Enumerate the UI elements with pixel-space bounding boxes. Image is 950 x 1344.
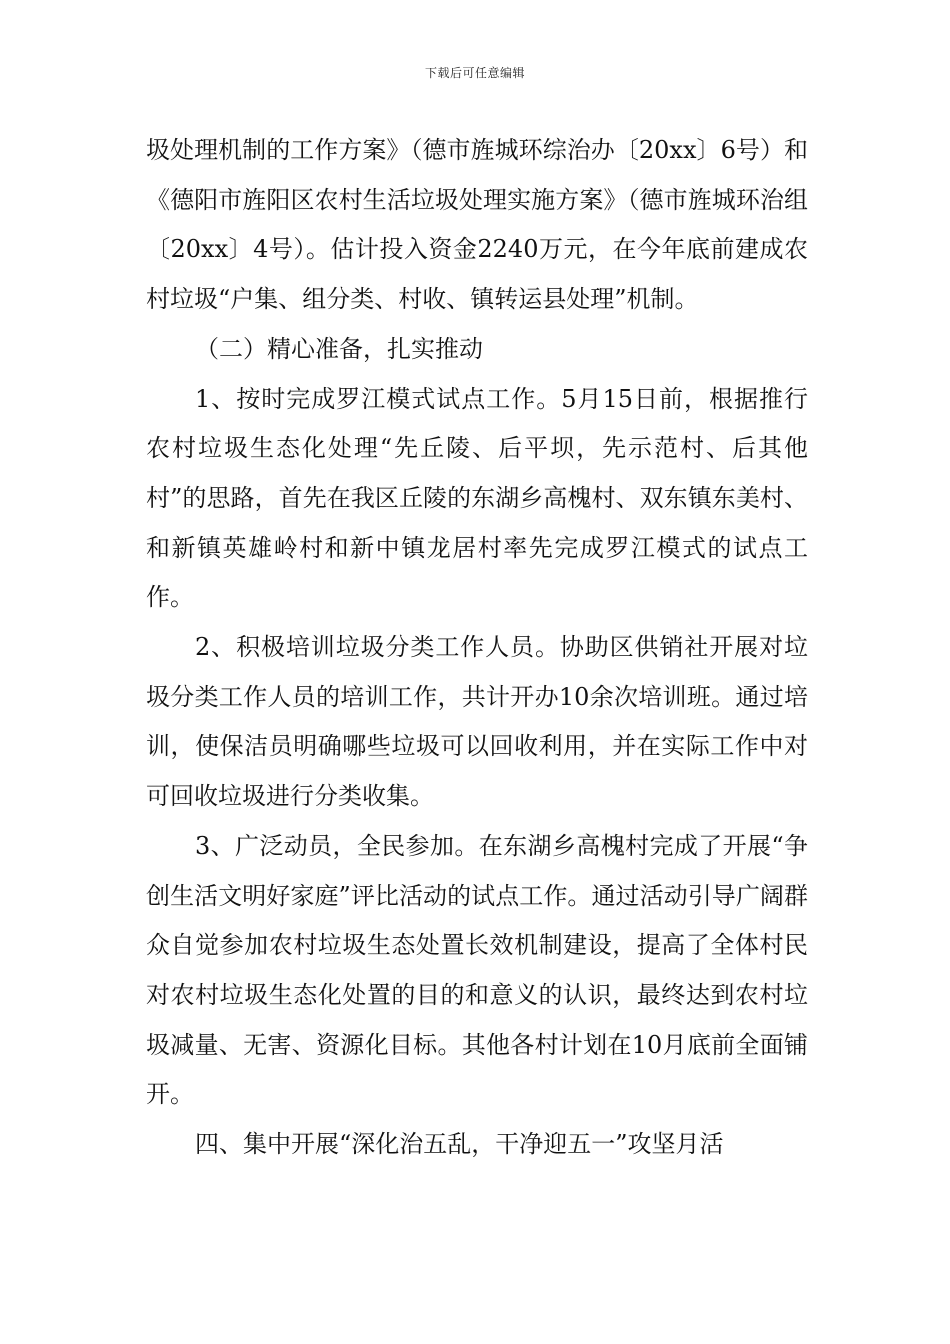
paragraph-continuation: 圾处理机制的工作方案》（德市旌城环综治办〔20xx〕6号）和《德阳市旌阳区农村生活垃圾处理实施方案》（德市旌城环治组〔20xx〕4号）。估计投入资金2240万元，在今年底前建成农村垃圾“户集、组分类、村收、镇转运县处理”机制。 (146, 136, 808, 314)
paragraph-item-2: 2、积极培训垃圾分类工作人员。协助区供销社开展对垃圾分类工作人员的培训工作，共计开办10余次培训班。通过培训，使保洁员明确哪些垃圾可以回收利用，并在实际工作中对可回收垃圾进行分类收集。 (146, 633, 808, 811)
paragraph-item-3: 3、广泛动员，全民参加。在东湖乡高槐村完成了开展“争创生活文明好家庭”评比活动的试点工作。通过活动引导广阔群众自觉参加农村垃圾生态处置长效机制建设，提高了全体村民对农村垃圾生态化处置的目的和意义的认识，最终达到农村垃圾减量、无害、资源化目标。其他各村计划在10月底前全面铺开。 (146, 831, 808, 1109)
document-body (146, 126, 808, 1170)
page-header-note: 下载后可任意编辑 (424, 66, 525, 80)
section-heading: （二）精心准备，扎实推动 (195, 334, 483, 363)
paragraph-item-1: 1、按时完成罗江模式试点工作。5月15日前，根据推行农村垃圾生态化处理“先丘陵、后平坝，先示范村、后其他村”的思路，首先在我区丘陵的东湖乡高槐村、双东镇东美村、和新镇英雄岭村和新中镇龙居村率先完成罗江模式的试点工作。 (146, 384, 808, 612)
section-heading-four: 四、集中开展“深化治五乱，干净迎五一”攻坚月活 (195, 1130, 724, 1159)
